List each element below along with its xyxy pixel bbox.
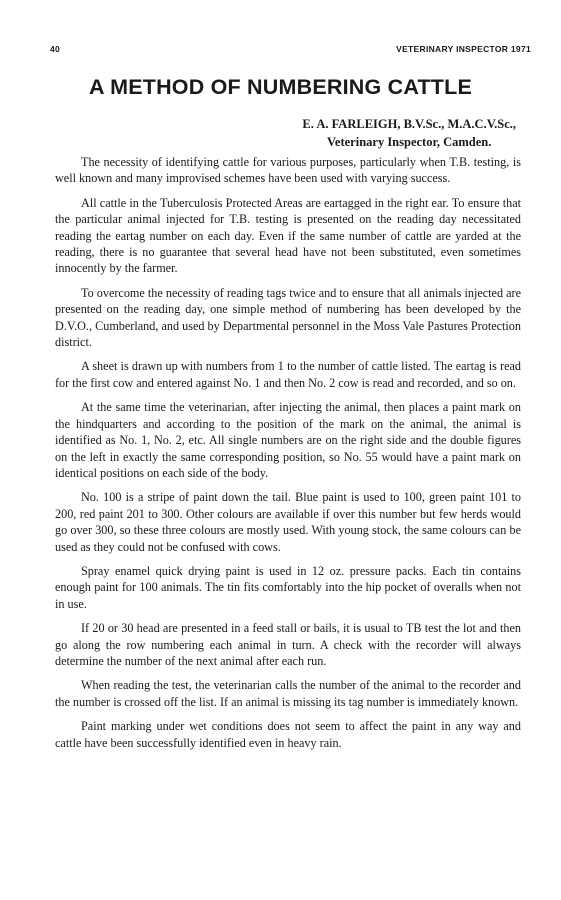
- author-affiliation: Veterinary Inspector, Camden.: [327, 135, 492, 149]
- article-title: A METHOD OF NUMBERING CATTLE: [88, 75, 472, 99]
- running-head: [50, 44, 531, 58]
- paragraph: To overcome the necessity of reading tags twice and to ensure that all animals injected are presented on the reading day, one simple method of numbering has been developed by the D.V.O., Cumberland, and used by Departmental personnel in the Moss Vale Pastures Protection district.: [55, 285, 521, 350]
- journal-title: VETERINARY INSPECTOR 1971: [396, 44, 531, 54]
- byline: [302, 115, 516, 151]
- paragraph: Spray enamel quick drying paint is used in 12 oz. pressure packs. Each tin contains enough paint for 100 animals. The tin fits comfortably into the hip pocket of overalls when not in use.: [55, 563, 521, 611]
- paragraph: Paint marking under wet conditions does not seem to affect the paint in any way and cattle have been successfully identified even in heavy rain.: [55, 719, 521, 750]
- article-body: [55, 154, 521, 759]
- author-name: E. A. FARLEIGH, B.V.Sc., M.A.C.V.Sc.,: [302, 117, 516, 131]
- paragraph: No. 100 is a stripe of paint down the tail. Blue paint is used to 100, green paint 101 to 200, red paint 201 to 300. Other colours are available if over this number but few herds would go over 300, so these three colours are mostly used. With young stock, the same colours can be used as they could not be confused with cows.: [55, 490, 521, 554]
- paragraph: All cattle in the Tuberculosis Protected Areas are eartagged in the right ear. To ensure that the particular animal injected for T.B. testing is presented on the reading day necessitated reading the eartag number on each day. Even if the same number of cattle are yarded at the reading, there is no guarantee that several head have not been substituted, even sometimes innocently by the farmer.: [55, 195, 521, 276]
- page-number: 40: [50, 44, 61, 54]
- paragraph: If 20 or 30 head are presented in a feed stall or bails, it is usual to TB test the lot and then go along the row numbering each animal in turn. A check with the recorder will always determine the number of the next animal after each run.: [55, 621, 521, 668]
- paragraph: At the same time the veterinarian, after injecting the animal, then places a paint mark on the hindquarters and according to the position of the mark on the animal, the animal is identified as No. 1, No. 2, etc. All single numbers are on the right side and the double figures on the left in exactly the same corresponding position, so No. 55 would have a paint mark on identical positions on each side of the body.: [55, 400, 521, 480]
- paragraph: When reading the test, the veterinarian calls the number of the animal to the recorder and the number is crossed off the list. If an animal is missing its tag number is immediately known.: [55, 678, 521, 709]
- paragraph: A sheet is drawn up with numbers from 1 to the number of cattle listed. The eartag is read for the first cow and entered against No. 1 and then No. 2 cow is read and recorded, and so on.: [55, 359, 521, 390]
- paragraph: The necessity of identifying cattle for various purposes, particularly when T.B. testing, is well known and many improvised schemes have been used with varying success.: [55, 155, 521, 186]
